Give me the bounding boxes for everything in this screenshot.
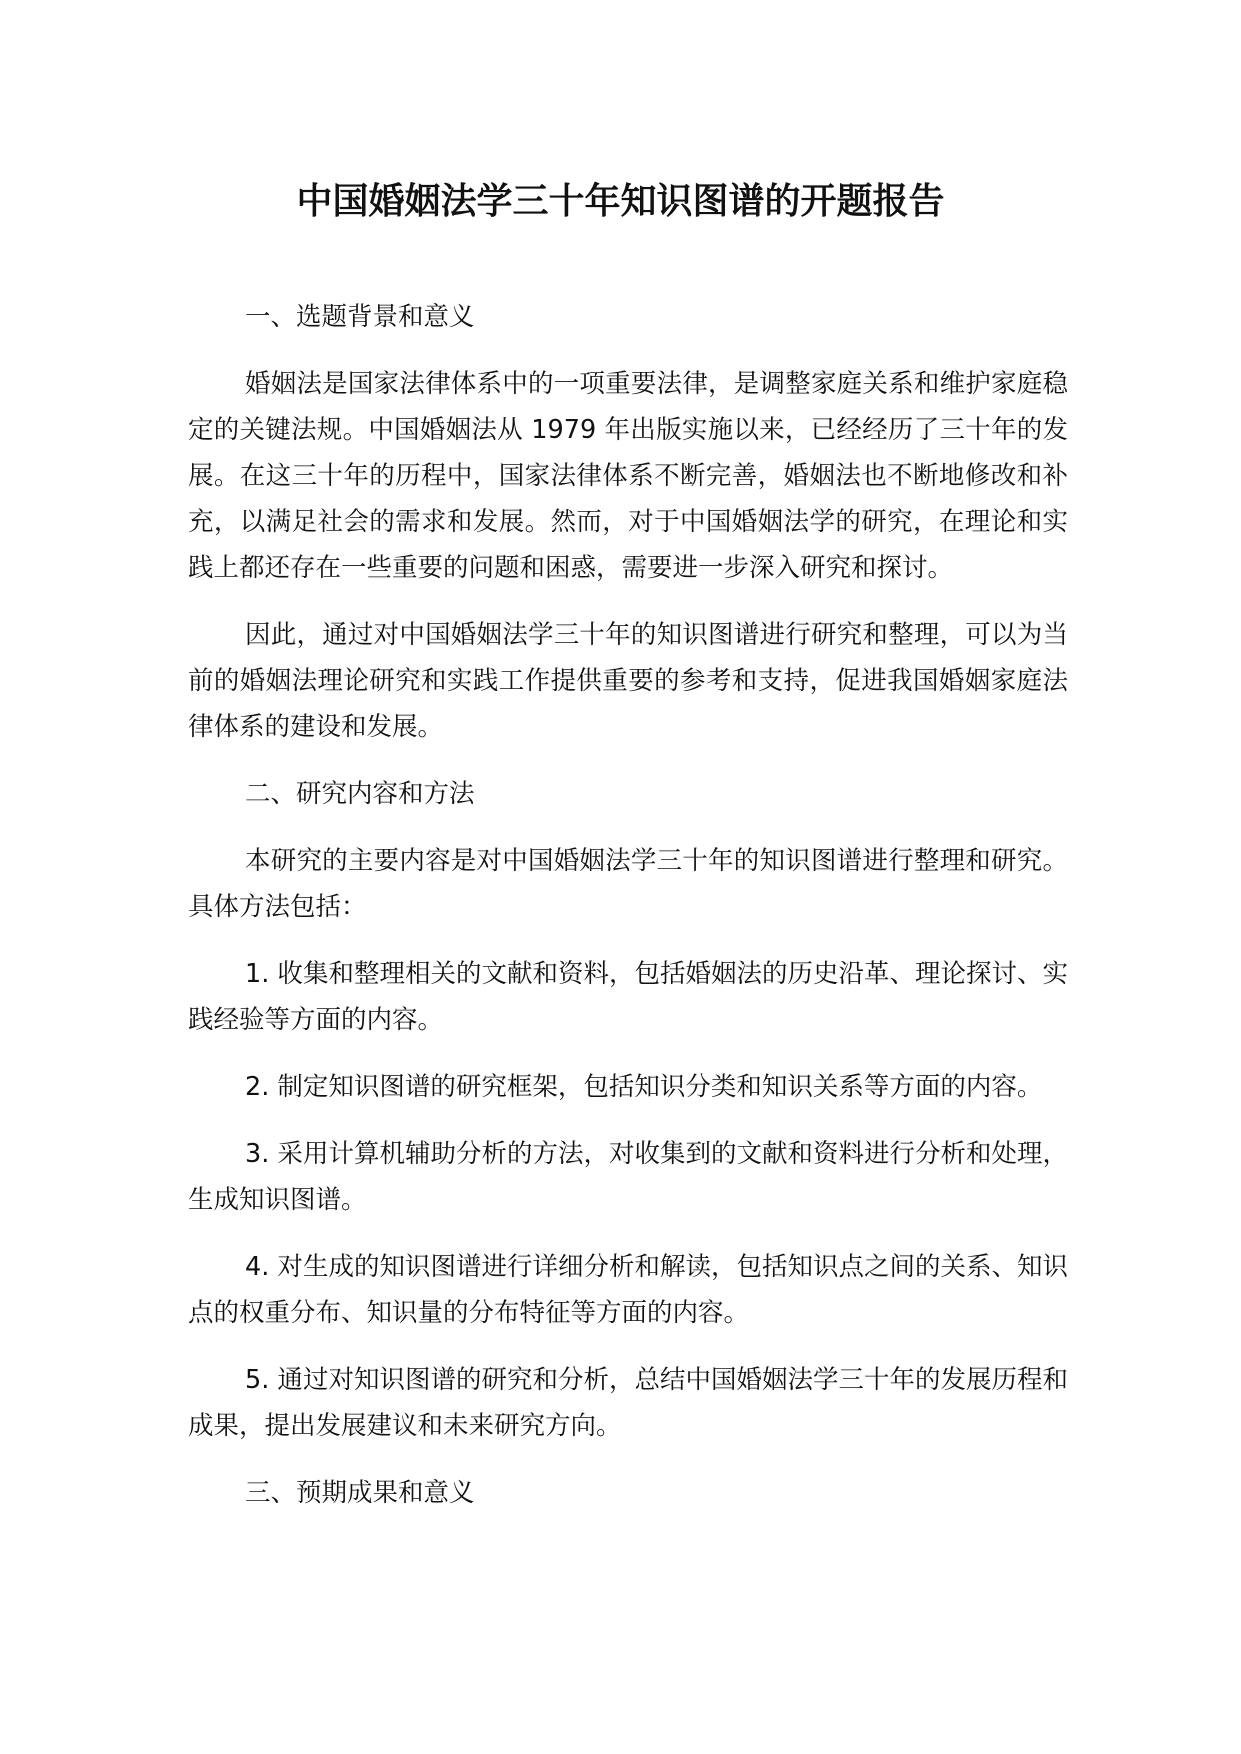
- paragraph-significance: 因此，通过对中国婚姻法学三十年的知识图谱进行研究和整理，可以为当前的婚姻法理论研究和实践工作提供重要的参考和支持，促进我国婚姻家庭法律体系的建设和发展。: [188, 620, 1068, 742]
- method-item-2: 2. 制定知识图谱的研究框架，包括知识分类和知识关系等方面的内容。: [245, 1072, 1043, 1102]
- section-heading-1: 一、选题背景和意义: [245, 302, 475, 332]
- paragraph-content-intro: 本研究的主要内容是对中国婚姻法学三十年的知识图谱进行整理和研究。具体方法包括：: [188, 846, 1068, 922]
- method-item-5: 5. 通过对知识图谱的研究和分析，总结中国婚姻法学三十年的发展历程和成果，提出发展建议和未来研究方向。: [188, 1365, 1068, 1441]
- document-body: [188, 294, 1068, 1537]
- method-item-4: 4. 对生成的知识图谱进行详细分析和解读，包括知识点之间的关系、知识点的权重分布、知识量的分布特征等方面的内容。: [188, 1252, 1068, 1328]
- method-item-1: 1. 收集和整理相关的文献和资料，包括婚姻法的历史沿革、理论探讨、实践经验等方面的内容。: [188, 959, 1068, 1035]
- document-title: 中国婚姻法学三十年知识图谱的开题报告: [296, 181, 945, 222]
- method-item-3: 3. 采用计算机辅助分析的方法，对收集到的文献和资料进行分析和处理，生成知识图谱。: [188, 1139, 1068, 1215]
- paragraph-background: 婚姻法是国家法律体系中的一项重要法律，是调整家庭关系和维护家庭稳定的关键法规。中国婚姻法从 1979 年出版实施以来，已经经历了三十年的发展。在这三十年的历程中，国家法律体系不断完善，婚姻法也不断地修改和补充，以满足社会的需求和发展。然而，对于中国婚姻法学的研究，在理论和实践上都还存在一些重要的问题和困惑，需要进一步深入研究和探讨。: [188, 369, 1068, 583]
- section-heading-2: 二、研究内容和方法: [245, 779, 475, 809]
- section-heading-3: 三、预期成果和意义: [245, 1478, 475, 1508]
